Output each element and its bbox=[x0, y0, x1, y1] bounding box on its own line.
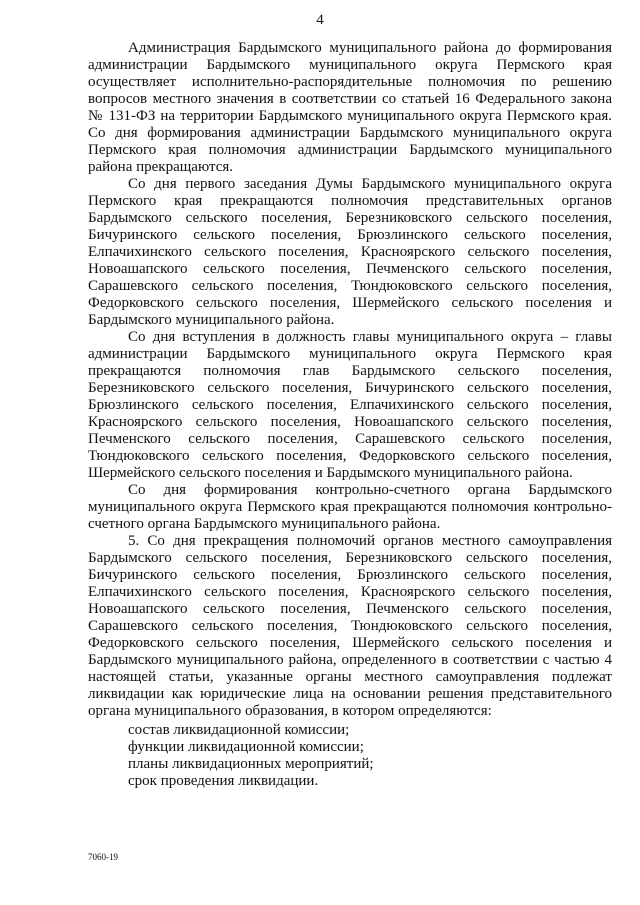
paragraph-control-body: Со дня формирования контрольно-счетного органа Бардымского муниципального округа Пермского края прекращаются полномочия контрольно-счетного органа Бардымского муниципального района. bbox=[88, 482, 612, 532]
paragraph-liquidation: 5. Со дня прекращения полномочий органов местного самоуправления Бардымского сельского поселения, Березниковского сельского поселения, Бичуринского сельского поселения, Брюзлинского сельского поселения, Елпачихинского сельского поселения, Красноярского сельского поселения, Новоашапского сельского поселения, Печменского сельского поселения, Сарашевского сельского поселения, Тюндюковского сельского поселения, Федорковского сельского поселения, Шермейского сельского поселения и Бардымского муниципального района, определенного в соответствии с частью 4 настоящей статьи, указанные органы местного самоуправления подлежат ликвидации как юридические лица на основании решения представительного органа муниципального образования, в котором определяются: bbox=[88, 533, 612, 719]
document-code: 7060-19 bbox=[88, 852, 118, 862]
list-item: состав ликвидационной комиссии; bbox=[128, 722, 350, 738]
paragraph-heads: Со дня вступления в должность главы муниципального округа – главы администрации Бардымского муниципального округа Пермского края прекращаются полномочия глав Бардымского сельского поселения, Березниковского сельского поселения, Бичуринского сельского поселения, Брюзлинского сельского поселения, Елпачихинского сельского поселения, Красноярского сельского поселения, Новоашапского сельского поселения, Печменского сельского поселения, Сарашевского сельского поселения, Тюндюковского сельского поселения, Федорковского сельского поселения, Шермейского сельского поселения и Бардымского муниципального района. bbox=[88, 329, 612, 481]
document-body bbox=[88, 40, 612, 790]
paragraph-duma: Со дня первого заседания Думы Бардымского муниципального округа Пермского края прекращаются полномочия представительных органов Бардымского сельского поселения, Березниковского сельского поселения, Бичуринского сельского поселения, Брюзлинского сельского поселения, Елпачихинского сельского поселения, Красноярского сельского поселения, Новоашапского сельского поселения, Печменского сельского поселения, Сарашевского сельского поселения, Тюндюковского сельского поселения, Федорковского сельского поселения, Шермейского сельского поселения и Бардымского муниципального района. bbox=[88, 176, 612, 328]
paragraph-administration: Администрация Бардымского муниципального района до формирования администрации Бардымского муниципального округа Пермского края осуществляет исполнительно-распорядительные полномочия по решению вопросов местного значения в соответствии со статьей 16 Федерального закона № 131-ФЗ на территории Бардымского муниципального округа Пермского края. Со дня формирования администрации Бардымского муниципального округа Пермского края полномочия администрации Бардымского муниципального района прекращаются. bbox=[88, 40, 612, 175]
liquidation-list bbox=[88, 722, 612, 790]
list-item: срок проведения ликвидации. bbox=[128, 773, 319, 789]
list-item: функции ликвидационной комиссии; bbox=[128, 739, 364, 755]
list-item: планы ликвидационных мероприятий; bbox=[128, 756, 374, 772]
page-number: 4 bbox=[316, 12, 324, 28]
